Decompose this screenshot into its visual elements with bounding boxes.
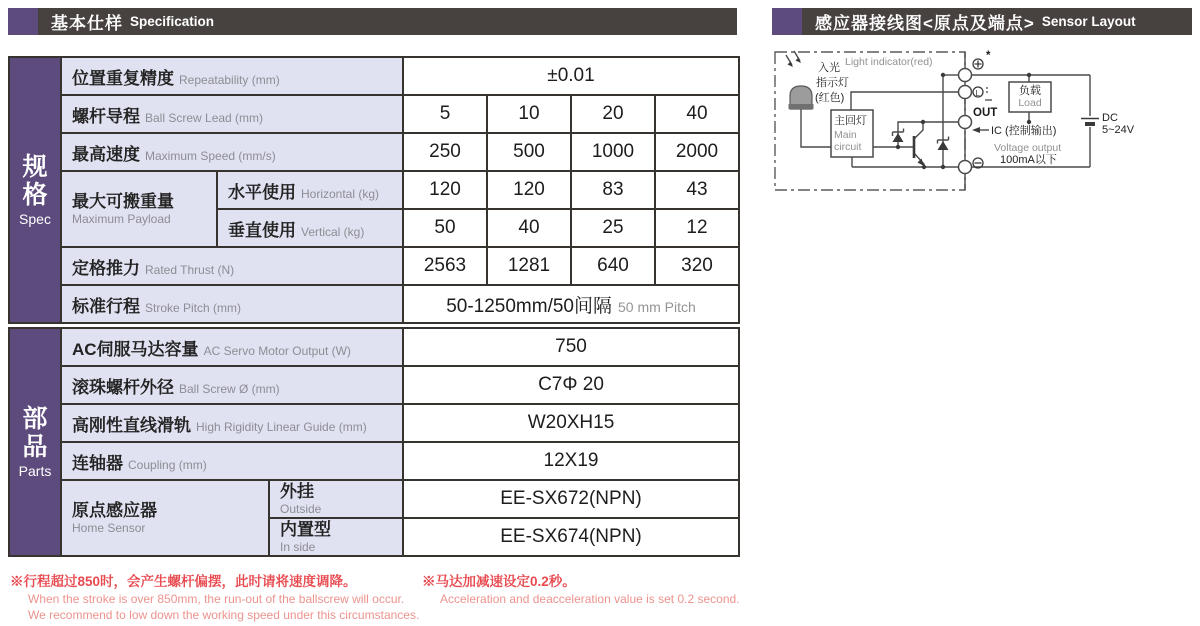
value-lead-2: 10 bbox=[487, 95, 571, 133]
led-label-zh: (红色) bbox=[815, 92, 845, 104]
label-en: Maximum Speed (mm/s) bbox=[145, 148, 276, 163]
label-en: High Rigidity Linear Guide (mm) bbox=[196, 419, 367, 434]
load-label-zh: 负载 bbox=[1019, 85, 1041, 97]
value-linear-guide: W20XH15 bbox=[403, 404, 739, 442]
value-vertical-3: 25 bbox=[571, 209, 655, 247]
battery-icon bbox=[1081, 119, 1099, 125]
value-vertical-1: 50 bbox=[403, 209, 487, 247]
plus-terminal-symbol bbox=[973, 59, 983, 69]
junction-dot bbox=[896, 145, 900, 149]
footnotes bbox=[10, 573, 770, 624]
junction-dot bbox=[921, 120, 925, 124]
voltage-output-label: Voltage output bbox=[994, 142, 1062, 154]
main-circuit-label-en: circuit bbox=[834, 141, 862, 153]
wire-out bbox=[898, 122, 959, 147]
value-vertical-2: 40 bbox=[487, 209, 571, 247]
label-en: Vertical (kg) bbox=[301, 224, 365, 239]
junction-dot bbox=[941, 165, 945, 169]
out-terminal bbox=[959, 116, 972, 129]
table-row bbox=[9, 133, 739, 171]
row-label-home-sensor bbox=[61, 480, 269, 556]
header-title-en: Sensor Layout bbox=[1041, 14, 1136, 29]
value-lead-1: 5 bbox=[403, 95, 487, 133]
asterisk-marker: * bbox=[986, 50, 991, 62]
header-accent-square bbox=[8, 8, 38, 35]
junction-dot bbox=[1027, 120, 1031, 124]
junction-dot bbox=[1027, 73, 1031, 77]
footnote-acceleration bbox=[422, 573, 770, 624]
ic-output-arrow bbox=[972, 127, 989, 133]
label-en: AC Servo Motor Output (W) bbox=[203, 343, 351, 358]
value-repeatability: ±0.01 bbox=[403, 57, 739, 95]
label-en: Ball Screw Ø (mm) bbox=[179, 381, 280, 396]
dc-label: DC bbox=[1102, 112, 1118, 124]
footnote-en: We recommend to low down the working speed under this circumstances. bbox=[28, 608, 420, 623]
row-label-coupling bbox=[61, 442, 403, 480]
spec-section-table bbox=[8, 56, 740, 324]
footnote-en: When the stroke is over 850mm, the run-out of the ballscrew will occur. bbox=[28, 591, 405, 606]
load-label-en: Load bbox=[1018, 97, 1042, 109]
header-title-zh: 感应器接线图<原点及端点> bbox=[815, 14, 1035, 33]
plus-terminal bbox=[959, 69, 972, 82]
l-terminal-symbol bbox=[973, 87, 992, 100]
row-label-horizontal bbox=[217, 171, 403, 209]
header-sensor-layout bbox=[772, 8, 1192, 35]
table-row bbox=[9, 366, 739, 404]
table-row bbox=[9, 171, 739, 209]
label-zh: 原点感应器 bbox=[72, 501, 157, 521]
current-limit-label: 100mA以下 bbox=[1000, 154, 1057, 166]
value-horizontal-1: 120 bbox=[403, 171, 487, 209]
header-title-zh: 基本仕样 bbox=[51, 14, 123, 33]
value-thrust-3: 640 bbox=[571, 247, 655, 285]
value-speed-2: 500 bbox=[487, 133, 571, 171]
out-terminal-label: OUT bbox=[973, 107, 998, 119]
label-zh: 螺杆导程 bbox=[72, 106, 140, 126]
table-row bbox=[9, 404, 739, 442]
value-home-sensor-outside: EE-SX672(NPN) bbox=[403, 480, 739, 518]
table-row bbox=[9, 480, 739, 518]
label-zh: 连轴器 bbox=[72, 453, 123, 473]
sensor-wiring-diagram bbox=[772, 46, 1200, 204]
section-label-en: Parts bbox=[18, 463, 52, 479]
table-row bbox=[9, 57, 739, 95]
led-label-zh: 指示灯 bbox=[816, 77, 849, 89]
row-label-max-payload bbox=[61, 171, 217, 247]
footnote-stroke-warning bbox=[10, 573, 422, 624]
light-ray-arrows bbox=[786, 51, 801, 67]
stroke-value-sub: 50 mm Pitch bbox=[617, 298, 696, 315]
row-label-ball-screw-dia bbox=[61, 366, 403, 404]
led-base bbox=[789, 104, 814, 109]
label-zh: 高刚性直线滑轨 bbox=[72, 415, 191, 435]
label-en: Coupling (mm) bbox=[128, 457, 207, 472]
table-row bbox=[9, 95, 739, 133]
parts-section-table bbox=[8, 327, 740, 557]
svg-text:L: L bbox=[975, 89, 980, 98]
value-vertical-4: 12 bbox=[655, 209, 739, 247]
row-label-linear-guide bbox=[61, 404, 403, 442]
value-thrust-4: 320 bbox=[655, 247, 739, 285]
footnote-zh: ※马达加减速设定0.2秒。 bbox=[422, 574, 576, 589]
table-row bbox=[9, 247, 739, 285]
label-en: Outside bbox=[280, 502, 322, 517]
row-label-repeatability bbox=[61, 57, 403, 95]
value-horizontal-2: 120 bbox=[487, 171, 571, 209]
header-accent-square bbox=[772, 8, 802, 35]
row-label-rated-thrust bbox=[61, 247, 403, 285]
value-horizontal-4: 43 bbox=[655, 171, 739, 209]
ic-output-label: IC (控制输出) bbox=[991, 125, 1057, 137]
table-row bbox=[9, 328, 739, 366]
value-servo-motor: 750 bbox=[403, 328, 739, 366]
light-indicator-label: Light indicator(red) bbox=[845, 56, 933, 68]
value-thrust-1: 2563 bbox=[403, 247, 487, 285]
label-en: Horizontal (kg) bbox=[301, 186, 380, 201]
value-coupling: 12X19 bbox=[403, 442, 739, 480]
label-zh: 位置重复精度 bbox=[72, 68, 174, 88]
junction-dot bbox=[922, 165, 926, 169]
row-label-ball-screw-lead bbox=[61, 95, 403, 133]
section-label-en: Spec bbox=[19, 211, 51, 227]
value-home-sensor-inside: EE-SX674(NPN) bbox=[403, 518, 739, 556]
label-zh: 最高速度 bbox=[72, 144, 140, 164]
value-horizontal-3: 83 bbox=[571, 171, 655, 209]
header-specification bbox=[8, 8, 737, 35]
l-terminal bbox=[959, 86, 972, 99]
label-zh: 标准行程 bbox=[72, 296, 140, 316]
wire-led bbox=[801, 109, 831, 147]
table-row bbox=[9, 442, 739, 480]
section-label-zh: 规格 bbox=[22, 153, 48, 209]
value-speed-3: 1000 bbox=[571, 133, 655, 171]
main-circuit-label-zh: 主回灯 bbox=[834, 115, 867, 127]
label-en: Home Sensor bbox=[72, 521, 146, 536]
main-circuit-label-en: Main bbox=[834, 129, 857, 141]
row-label-vertical bbox=[217, 209, 403, 247]
label-en: Maximum Payload bbox=[72, 212, 171, 227]
footnote-zh: ※行程超过850时，会产生螺杆偏摆，此时请将速度调降。 bbox=[10, 574, 357, 589]
label-en: Repeatability (mm) bbox=[179, 72, 280, 87]
row-label-max-speed bbox=[61, 133, 403, 171]
value-ball-screw-dia: C7Φ 20 bbox=[403, 366, 739, 404]
row-label-stroke-pitch bbox=[61, 285, 403, 323]
section-label-zh: 部品 bbox=[22, 405, 48, 461]
label-zh: 定格推力 bbox=[72, 258, 140, 278]
label-en: Rated Thrust (N) bbox=[145, 262, 235, 277]
led-label-zh: 入光 bbox=[818, 62, 840, 74]
table-row bbox=[9, 285, 739, 323]
label-zh: 内置型 bbox=[280, 520, 331, 540]
value-lead-3: 20 bbox=[571, 95, 655, 133]
value-stroke-pitch bbox=[403, 285, 739, 323]
row-label-servo-motor bbox=[61, 328, 403, 366]
row-label-outside bbox=[269, 480, 403, 518]
label-zh: 水平使用 bbox=[228, 182, 296, 202]
value-lead-4: 40 bbox=[655, 95, 739, 133]
junction-dot bbox=[941, 73, 945, 77]
row-label-inside bbox=[269, 518, 403, 556]
minus-terminal bbox=[959, 161, 972, 174]
stroke-value-main: 50-1250mm/50间隔 bbox=[446, 295, 612, 317]
label-zh: 滚珠螺杆外径 bbox=[72, 377, 174, 397]
dc-voltage-label: 5~24V bbox=[1102, 124, 1135, 136]
value-thrust-2: 1281 bbox=[487, 247, 571, 285]
label-en: Stroke Pitch (mm) bbox=[145, 300, 242, 315]
wire-collector bbox=[914, 122, 923, 139]
spec-table-wrap bbox=[8, 56, 740, 557]
header-title-en: Specification bbox=[130, 14, 215, 29]
label-zh: 垂直使用 bbox=[228, 220, 296, 240]
section-label-parts bbox=[9, 328, 61, 556]
label-en: In side bbox=[280, 540, 316, 555]
value-speed-4: 2000 bbox=[655, 133, 739, 171]
value-speed-1: 250 bbox=[403, 133, 487, 171]
section-label-spec bbox=[9, 57, 61, 323]
label-zh: 外挂 bbox=[280, 482, 314, 502]
footnote-en: Acceleration and deacceleration value is set 0.2 second. bbox=[440, 591, 740, 606]
label-zh: AC伺服马达容量 bbox=[72, 339, 199, 359]
label-zh: 最大可搬重量 bbox=[72, 192, 174, 212]
label-en: Ball Screw Lead (mm) bbox=[145, 110, 264, 125]
